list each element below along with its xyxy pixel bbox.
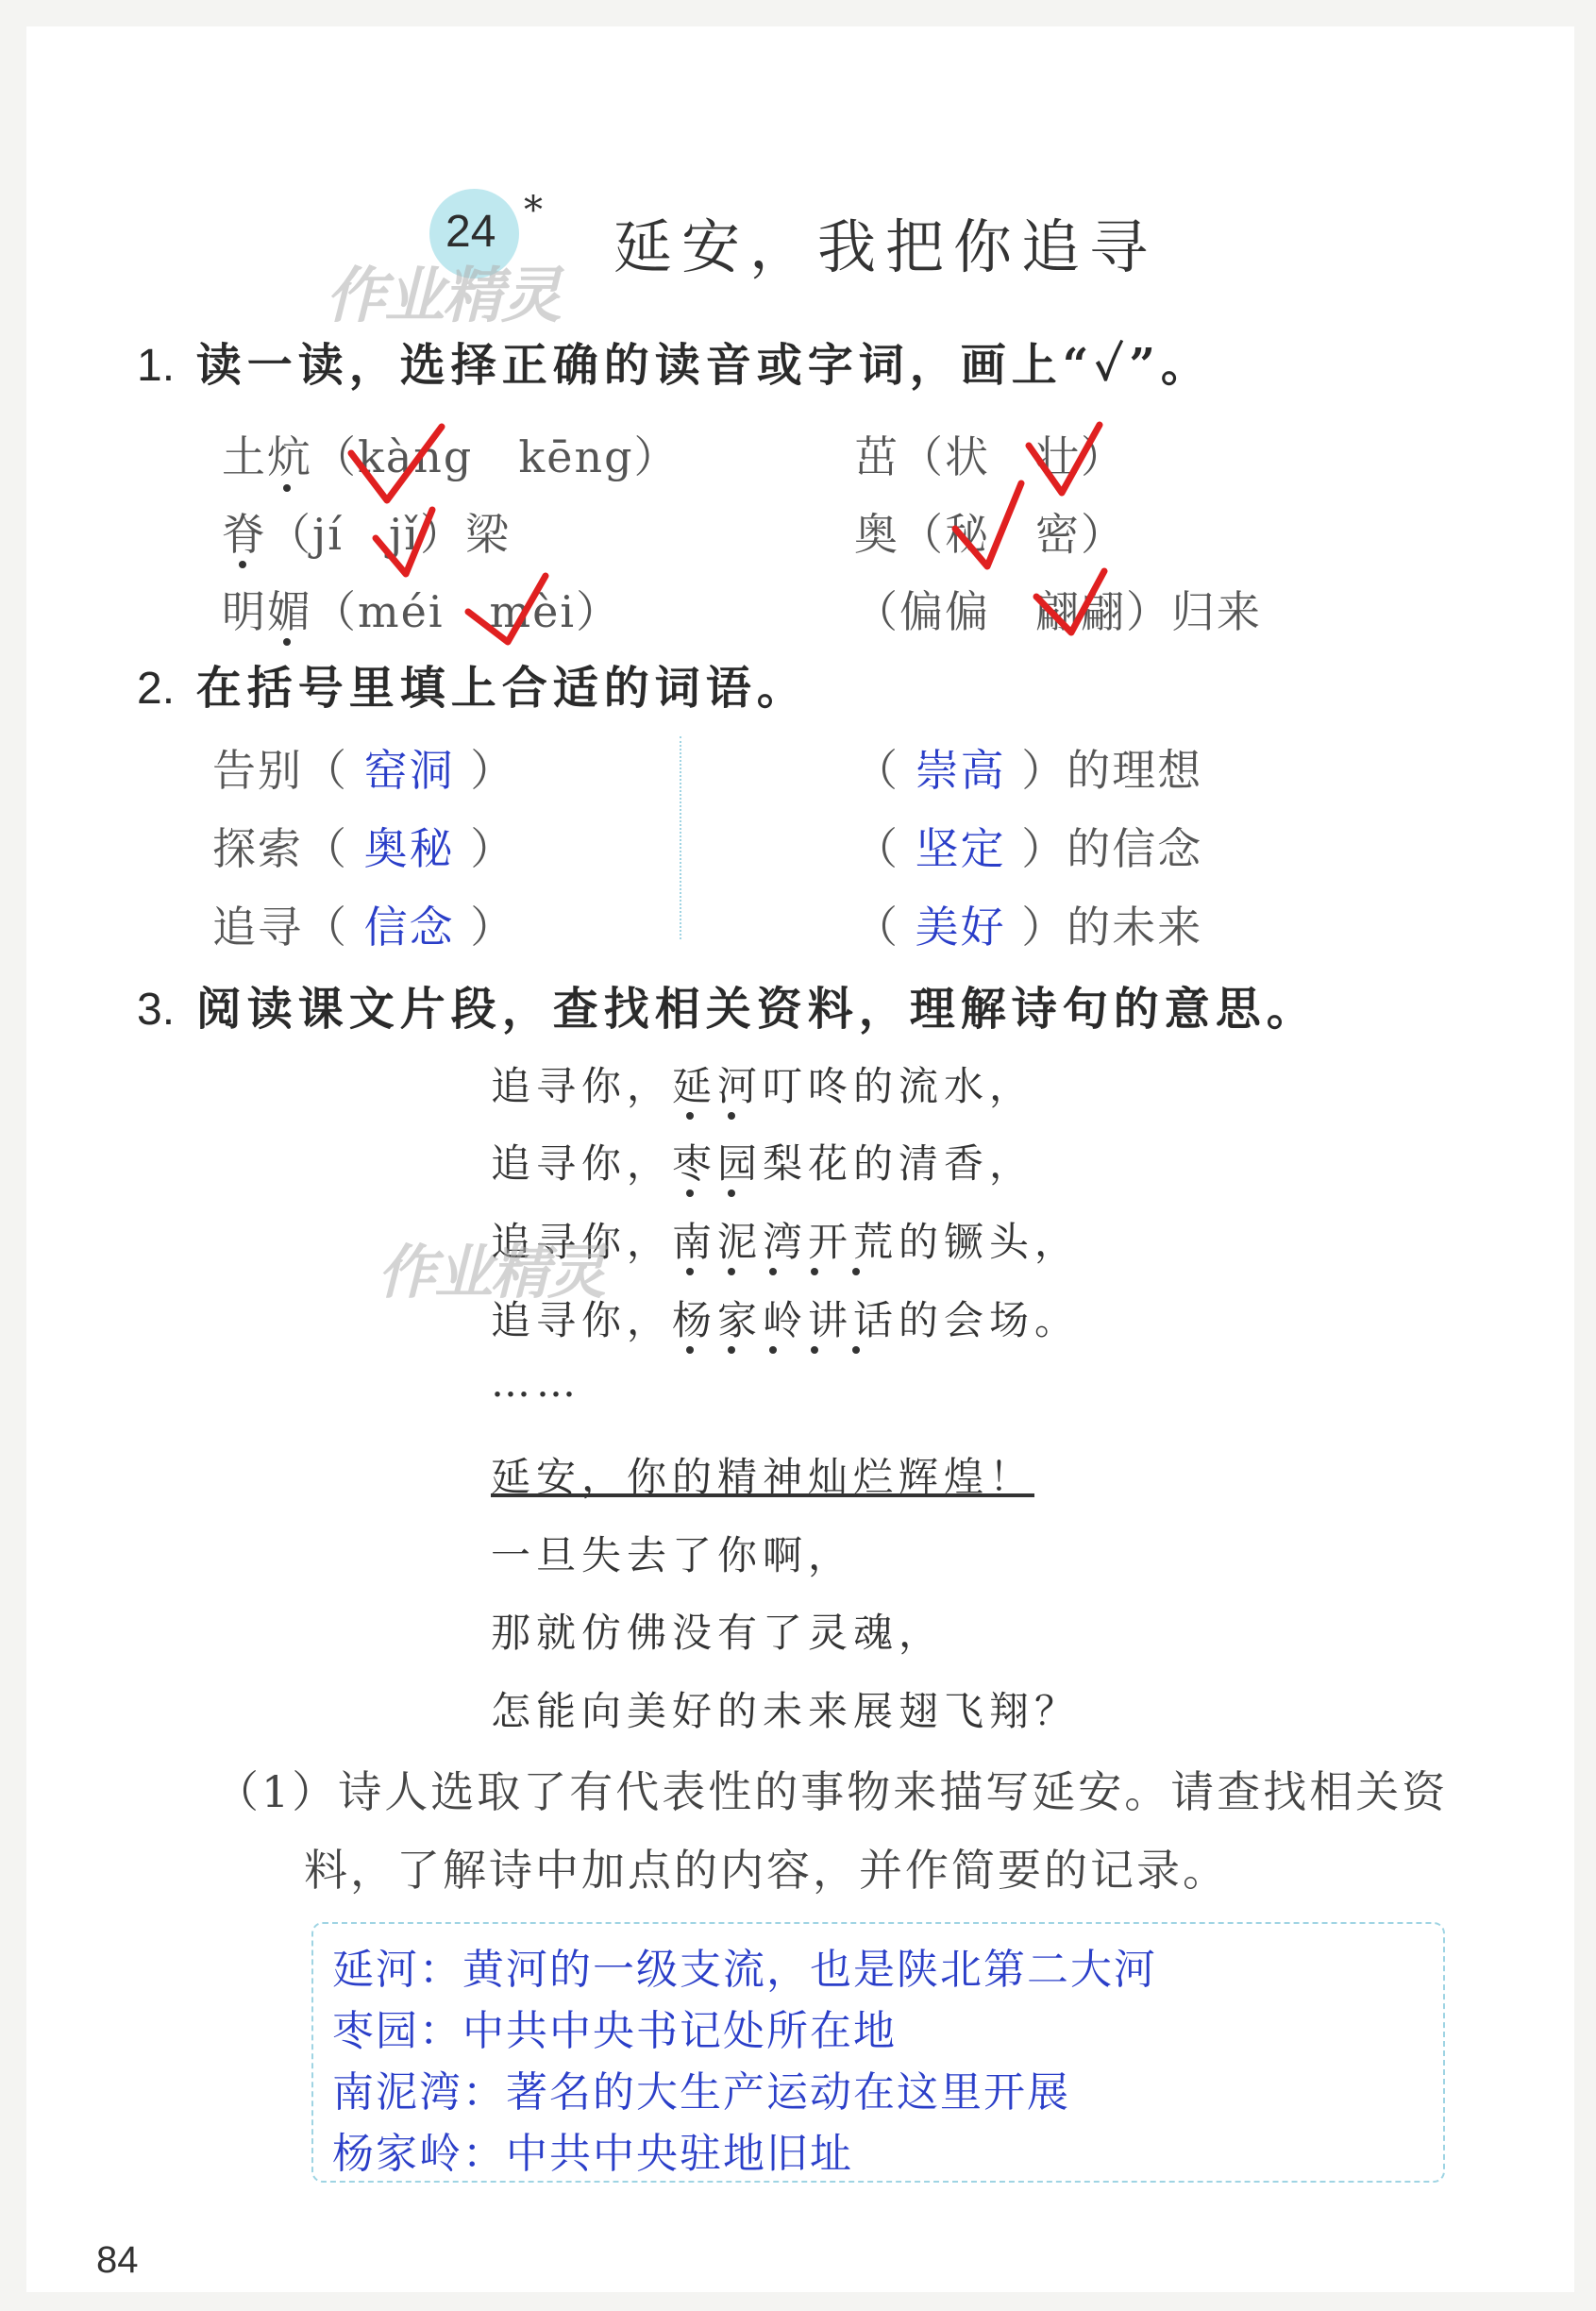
optional-lesson-marker: * xyxy=(524,189,543,232)
checkmark-icon xyxy=(351,427,442,500)
watermark-logo: 作业精灵 xyxy=(326,261,560,329)
checkmark-icon xyxy=(468,576,546,642)
emphasis-dot xyxy=(852,1346,860,1354)
q1-item-3-right: （偏偏 翩翩）归来 xyxy=(854,586,1262,637)
sub-question-1-line-2: 料，了解诗中加点的内容，并作简要的记录。 xyxy=(304,1845,1229,1896)
q2-right-row-3: （ 美好 ）的未来 xyxy=(854,902,1203,953)
checkmark-icon xyxy=(1036,571,1104,633)
checkmark-icon xyxy=(1029,425,1100,493)
q2-right-row-1: （ 崇高 ）的理想 xyxy=(854,745,1203,796)
poem-line-1: 追寻你，延河叮咚的流水， xyxy=(491,1063,1035,1109)
answer-line-3: 南泥湾：著名的大生产运动在这里开展 xyxy=(332,2068,1070,2117)
emphasis-dot xyxy=(811,1268,818,1275)
watermark-logo: 作业精灵 xyxy=(378,1240,605,1306)
emphasis-dot xyxy=(686,1189,694,1197)
question-3: 3. 阅读课文片段，查找相关资料，理解诗句的意思。 xyxy=(137,983,1318,1036)
q1-item-2-right: 奥（秘 密） xyxy=(854,509,1126,560)
sub-question-1: （1）诗人选取了有代表性的事物来描写延安。请查找相关资 xyxy=(215,1766,1449,1817)
q2-answer: 坚定 xyxy=(915,823,1006,874)
answer-line-4: 杨家岭：中共中央驻地旧址 xyxy=(332,2130,853,2178)
poem-line-3: 追寻你，南泥湾开荒的镢头， xyxy=(491,1219,1081,1265)
lesson-number: 24 xyxy=(445,207,496,257)
emphasis-dot xyxy=(686,1346,694,1354)
question-2-prompt: 在括号里填上合适的词语。 xyxy=(195,662,808,715)
emphasis-dot xyxy=(811,1346,818,1354)
q1-item-1-right: 茁（状 壮） xyxy=(854,431,1126,482)
q2-right-row-2: （ 坚定 ）的信念 xyxy=(854,823,1203,874)
emphasis-dot xyxy=(769,1346,777,1354)
poem-line-underlined: 延安，你的精神灿烂辉煌！ xyxy=(491,1454,1035,1500)
q2-answer: 崇高 xyxy=(915,745,1006,796)
poem-line-4: 追寻你，杨家岭讲话的会场。 xyxy=(491,1297,1081,1343)
poem-line-6: 一旦失去了你啊， xyxy=(491,1532,854,1578)
checkmark-icon xyxy=(376,510,432,574)
poem-line-7: 那就仿佛没有了灵魂， xyxy=(491,1610,945,1656)
emphasis-dot xyxy=(686,1112,694,1120)
q2-answer: 信念 xyxy=(363,902,455,953)
page-number: 84 xyxy=(96,2239,139,2281)
q2-left-row-3: 追寻（ 信念 ） xyxy=(212,902,516,953)
emphasis-dot xyxy=(852,1268,860,1275)
emphasis-dot xyxy=(728,1268,735,1275)
q2-answer: 奥秘 xyxy=(363,823,455,874)
emphasis-dot xyxy=(686,1268,694,1275)
question-1-prompt: 读一读，选择正确的读音或字词，画上“✓”。 xyxy=(195,339,1212,392)
q2-left-row-1: 告别（ 窑洞 ） xyxy=(212,745,516,796)
q1-item-2-left: 脊（jí jǐ）梁 xyxy=(222,509,511,560)
question-3-prompt: 阅读课文片段，查找相关资料，理解诗句的意思。 xyxy=(195,983,1318,1036)
emphasis-dot xyxy=(728,1189,735,1197)
q2-left-row-2: 探索（ 奥秘 ） xyxy=(212,823,516,874)
answer-line-2: 枣园：中共中央书记处所在地 xyxy=(332,2007,897,2055)
poem-line-2: 追寻你，枣园梨花的清香， xyxy=(491,1140,1035,1187)
q2-answer: 窑洞 xyxy=(363,745,455,796)
question-1: 1. 读一读，选择正确的读音或字词，画上“✓”。 xyxy=(137,339,1212,392)
emphasis-dot xyxy=(728,1346,735,1354)
emphasis-dot xyxy=(769,1268,777,1275)
question-2: 2. 在括号里填上合适的词语。 xyxy=(137,662,808,715)
poem-ellipsis: …… xyxy=(491,1359,581,1406)
q1-item-3-left: 明媚（méi mèi） xyxy=(222,586,622,637)
emphasis-dot xyxy=(728,1112,735,1120)
column-divider xyxy=(680,736,681,939)
q1-item-1-left: 土炕（kàng kēng） xyxy=(222,431,680,482)
poem-line-8: 怎能向美好的未来展翅飞翔？ xyxy=(491,1688,1081,1734)
page-title: 延安，我把你追寻 xyxy=(613,212,1158,281)
answer-line-1: 延河：黄河的一级支流，也是陕北第二大河 xyxy=(332,1946,1157,1994)
checkmark-icon xyxy=(955,483,1021,566)
q2-answer: 美好 xyxy=(915,902,1006,953)
